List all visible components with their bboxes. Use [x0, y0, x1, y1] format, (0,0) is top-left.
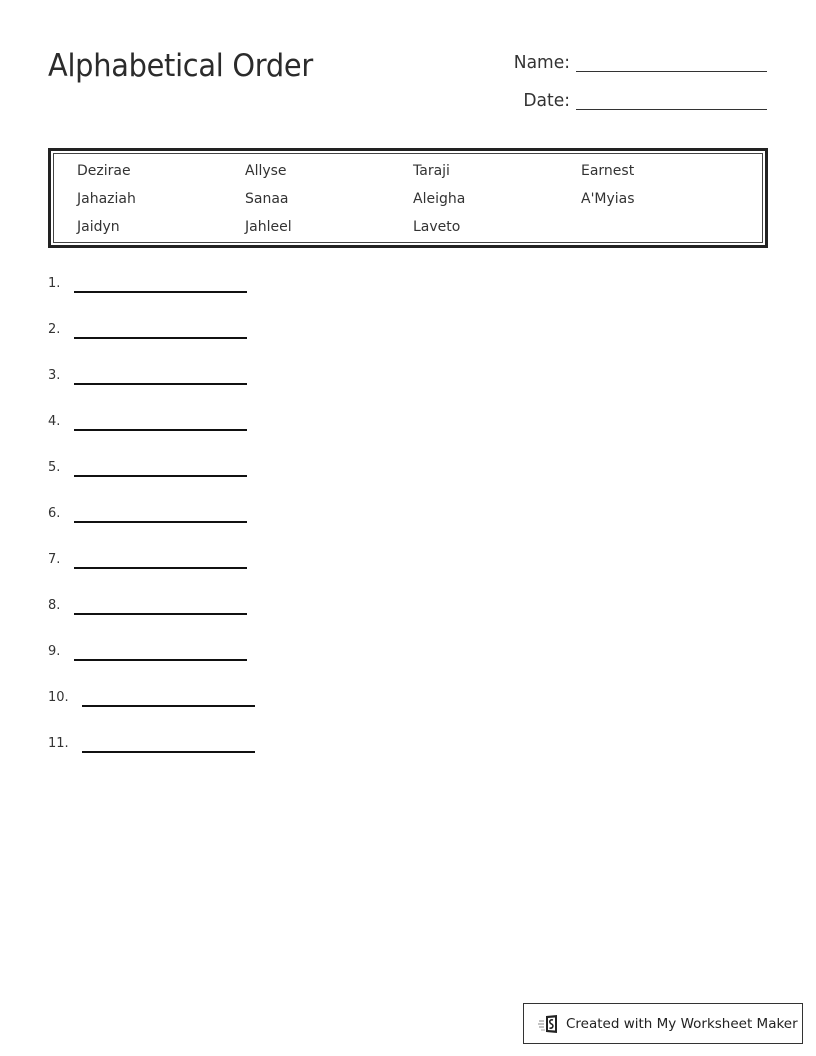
word-bank-item: Dezirae: [77, 163, 131, 179]
answer-number: 4.: [48, 414, 61, 429]
answer-number: 6.: [48, 506, 61, 521]
answer-blank-line: [82, 751, 255, 753]
word-bank-box: [48, 148, 768, 248]
word-bank-item: A'Myias: [581, 191, 635, 207]
answer-blank-line: [74, 429, 247, 431]
word-bank-grid: [77, 161, 749, 245]
worksheet-maker-logo-icon: [538, 1013, 560, 1035]
answer-blank-line: [74, 567, 247, 569]
answer-number: 8.: [48, 598, 61, 613]
date-blank-line: [576, 109, 767, 110]
created-with-text: Created with My Worksheet Maker: [566, 1015, 798, 1032]
word-bank-item: Allyse: [245, 163, 287, 179]
answer-blank-line: [74, 383, 247, 385]
answer-blank-line: [82, 705, 255, 707]
answer-blank-line: [74, 337, 247, 339]
created-with-badge[interactable]: [523, 1003, 803, 1044]
answer-number: 11.: [48, 736, 69, 751]
answer-number: 2.: [48, 322, 61, 337]
word-bank-item: Jahleel: [245, 219, 292, 235]
word-bank-item: Aleigha: [413, 191, 466, 207]
answer-number: 5.: [48, 460, 61, 475]
answer-blank-line: [74, 521, 247, 523]
name-label: Name:: [513, 52, 570, 73]
date-field: [490, 90, 767, 111]
page-title: Alphabetical Order: [48, 48, 313, 84]
answer-number: 9.: [48, 644, 61, 659]
name-blank-line: [576, 71, 767, 72]
answer-number: 1.: [48, 276, 61, 291]
answer-blank-line: [74, 613, 247, 615]
answer-number: 7.: [48, 552, 61, 567]
answer-blank-line: [74, 291, 247, 293]
answer-number: 10.: [48, 690, 69, 705]
word-bank-item: Laveto: [413, 219, 461, 235]
word-bank-item: Jaidyn: [77, 219, 120, 235]
answer-blank-line: [74, 659, 247, 661]
word-bank-item: Earnest: [581, 163, 635, 179]
word-bank-item: Jahaziah: [77, 191, 136, 207]
answer-blank-line: [74, 475, 247, 477]
date-label: Date:: [523, 90, 570, 111]
answer-number: 3.: [48, 368, 61, 383]
word-bank-item: Sanaa: [245, 191, 289, 207]
word-bank-item: Taraji: [413, 163, 450, 179]
name-field: [490, 52, 767, 73]
